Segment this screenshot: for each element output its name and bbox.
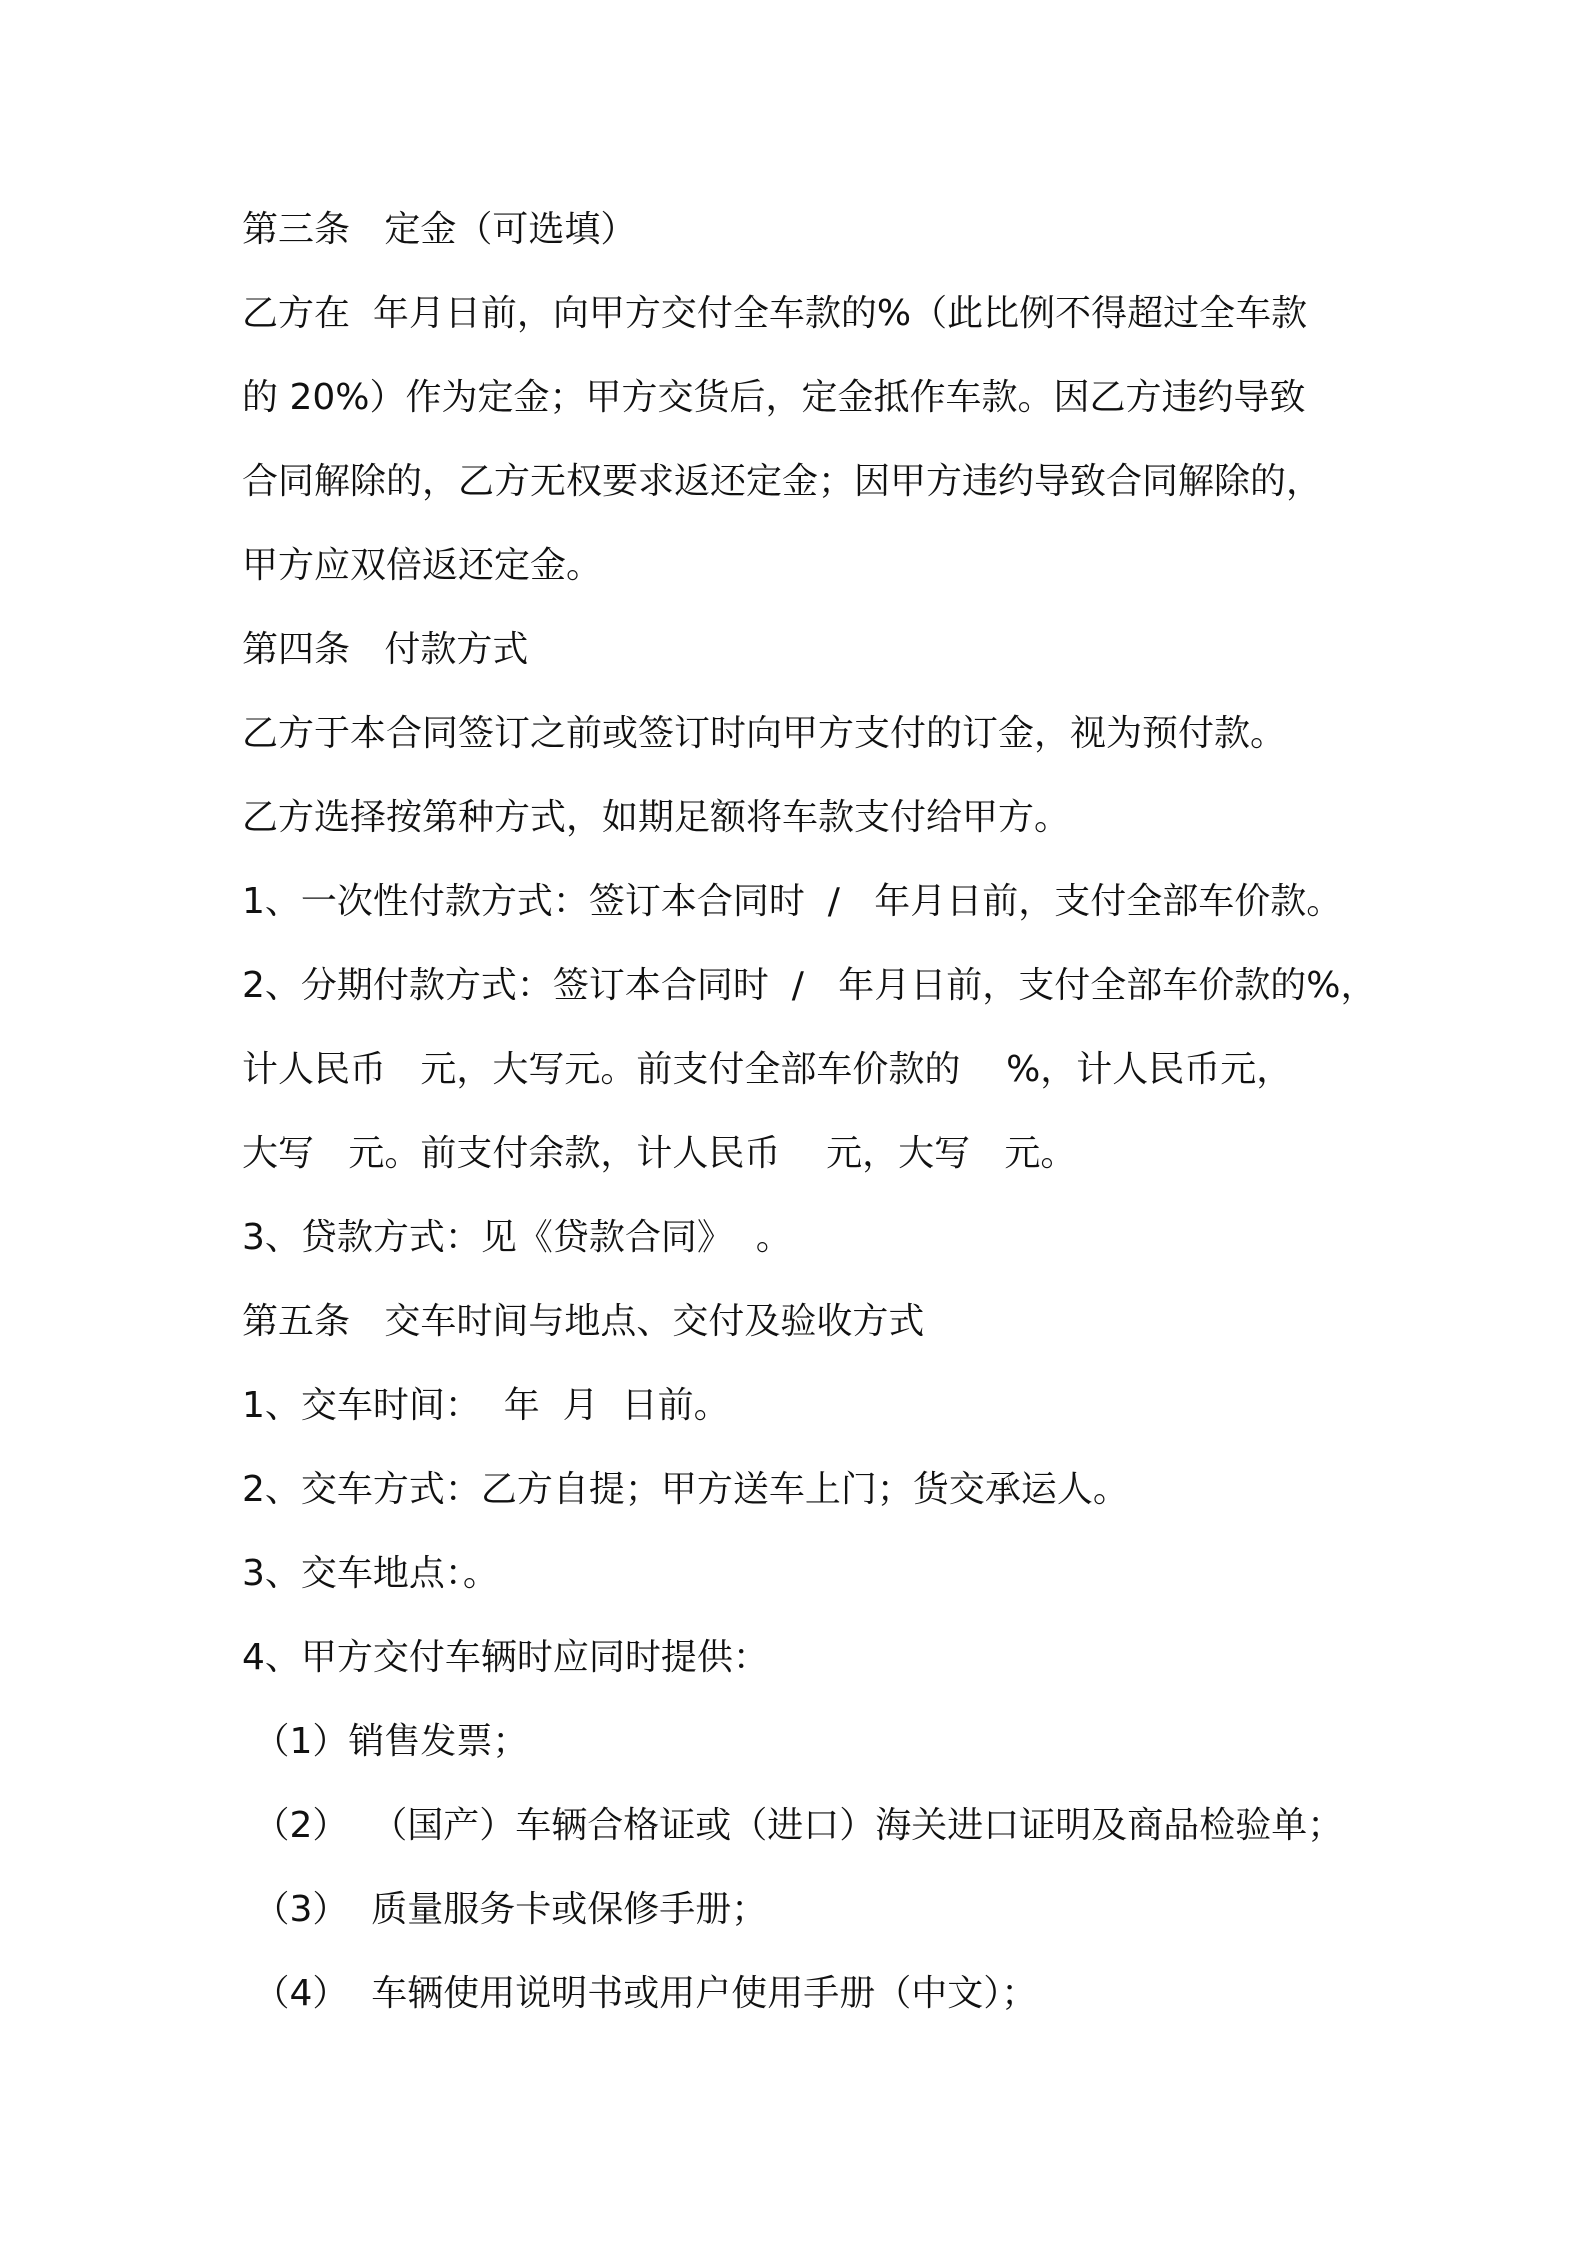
paragraph-line: 的 20%）作为定金；甲方交货后，定金抵作车款。因乙方违约导致 bbox=[242, 377, 1306, 418]
paragraph-line: 计人民币 元，大写元。前支付全部车价款的 %，计人民币元， bbox=[242, 1049, 1293, 1090]
article-5-heading: 第五条 交车时间与地点、交付及验收方式 bbox=[242, 1301, 925, 1342]
sub-list-item: （3） 质量服务卡或保修手册； bbox=[242, 1889, 768, 1930]
paragraph-line: 甲方应双倍返还定金。 bbox=[242, 545, 603, 586]
article-3-heading: 第三条 定金（可选填） bbox=[242, 209, 637, 250]
sub-list-item: （4） 车辆使用说明书或用户使用手册（中文）； bbox=[242, 1973, 1038, 2014]
list-item: 1、交车时间： 年 月 日前。 bbox=[242, 1385, 730, 1426]
list-item: 2、分期付款方式：签订本合同时 / 年月日前，支付全部车价款的%， bbox=[242, 965, 1377, 1006]
paragraph-line: 乙方在 年月日前，向甲方交付全车款的%（此比例不得超过全车款 bbox=[242, 293, 1308, 334]
article-4-heading: 第四条 付款方式 bbox=[242, 629, 529, 670]
list-item: 3、贷款方式：见《贷款合同》 。 bbox=[242, 1217, 792, 1258]
list-item: 4、甲方交付车辆时应同时提供： bbox=[242, 1637, 769, 1678]
paragraph-line: 乙方选择按第种方式，如期足额将车款支付给甲方。 bbox=[242, 797, 1071, 838]
list-item: 1、一次性付款方式：签订本合同时 / 年月日前，支付全部车价款。 bbox=[242, 881, 1343, 922]
paragraph-line: 大写 元。前支付余款，计人民币 元，大写 元。 bbox=[242, 1133, 1077, 1174]
sub-list-item: （2） （国产）车辆合格证或（进口）海关进口证明及商品检验单； bbox=[242, 1805, 1344, 1846]
sub-list-item: （1）销售发票； bbox=[242, 1721, 529, 1762]
paragraph-line: 合同解除的，乙方无权要求返还定金；因甲方违约导致合同解除的， bbox=[242, 461, 1323, 502]
list-item: 2、交车方式：乙方自提；甲方送车上门；货交承运人。 bbox=[242, 1469, 1129, 1510]
list-item: 3、交车地点：。 bbox=[242, 1553, 499, 1594]
paragraph-line: 乙方于本合同签订之前或签订时向甲方支付的订金，视为预付款。 bbox=[242, 713, 1287, 754]
